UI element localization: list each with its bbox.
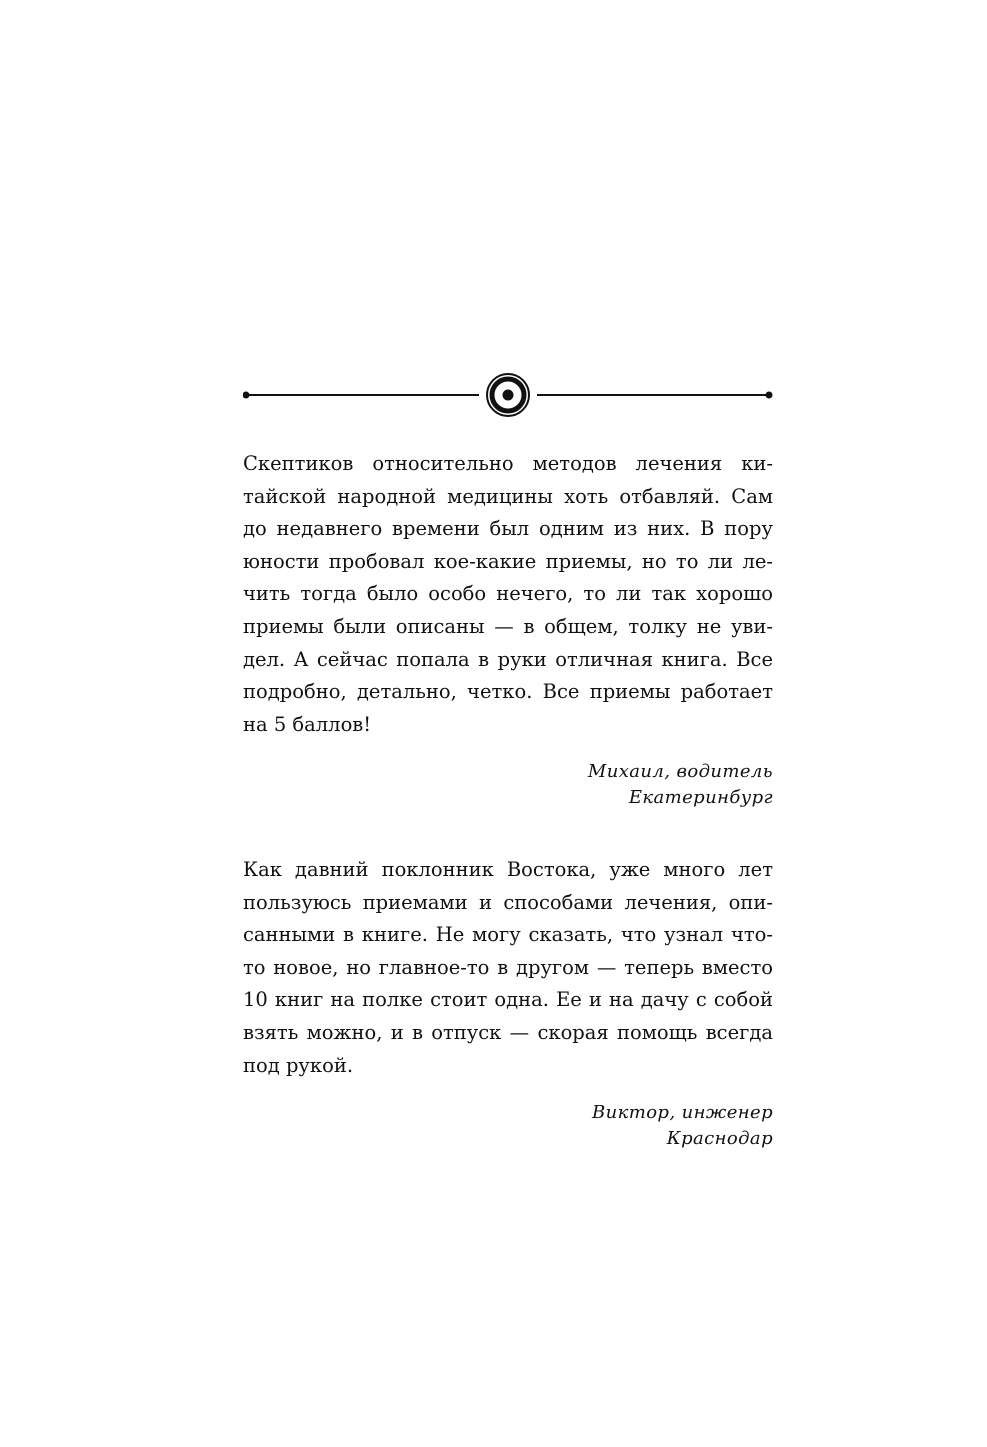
review-signature (243, 759, 773, 811)
review-city: Краснодар (666, 1128, 773, 1150)
review-city: Екатеринбург (628, 787, 773, 809)
review-line: Как давний поклонник Востока, уже много лет (243, 858, 773, 881)
review-line: под рукой. (243, 1053, 354, 1077)
review-signature (243, 1100, 773, 1152)
concentric-circle-ornament-icon (243, 372, 773, 418)
review-line: 10 книг на полке стоит одна. Ее и на дачу с собой (243, 988, 773, 1012)
review-author: Михаил, водитель (587, 761, 773, 783)
review-text (243, 854, 773, 1082)
review-line: то новое, но главное-то в другом — теперь вместо (243, 955, 773, 979)
review-line: подробно, детально, четко. Все приемы работает (243, 680, 773, 704)
review-line: тайской народной медицины хоть отбавляй. Сам (243, 484, 773, 508)
review-line: взять можно, и в отпуск — скорая помощь всегда (243, 1020, 773, 1044)
review-line: на 5 баллов! (243, 712, 372, 736)
review-line: чить тогда было особо нечего, то ли так хорошо (243, 582, 773, 606)
divider-ornament (243, 372, 773, 418)
review-line: приемы были описаны — в общем, толку не уви- (243, 614, 773, 638)
review-line: Скептиков относительно методов лечения ки- (243, 452, 773, 475)
review-2 (243, 854, 773, 1152)
review-line: пользуюсь приемами и способами лечения, опи- (243, 890, 773, 914)
review-1 (243, 448, 773, 811)
review-author: Виктор, инженер (591, 1102, 773, 1124)
review-text (243, 448, 773, 741)
review-line: юности пробовал кое-какие приемы, но то ли ле- (243, 549, 773, 573)
review-line: санными в книге. Не могу сказать, что узнал что- (243, 923, 773, 947)
review-line: дел. А сейчас попала в руки отличная книга. Все (243, 647, 773, 671)
review-line: до недавнего времени был одним из них. В пору (243, 517, 773, 541)
